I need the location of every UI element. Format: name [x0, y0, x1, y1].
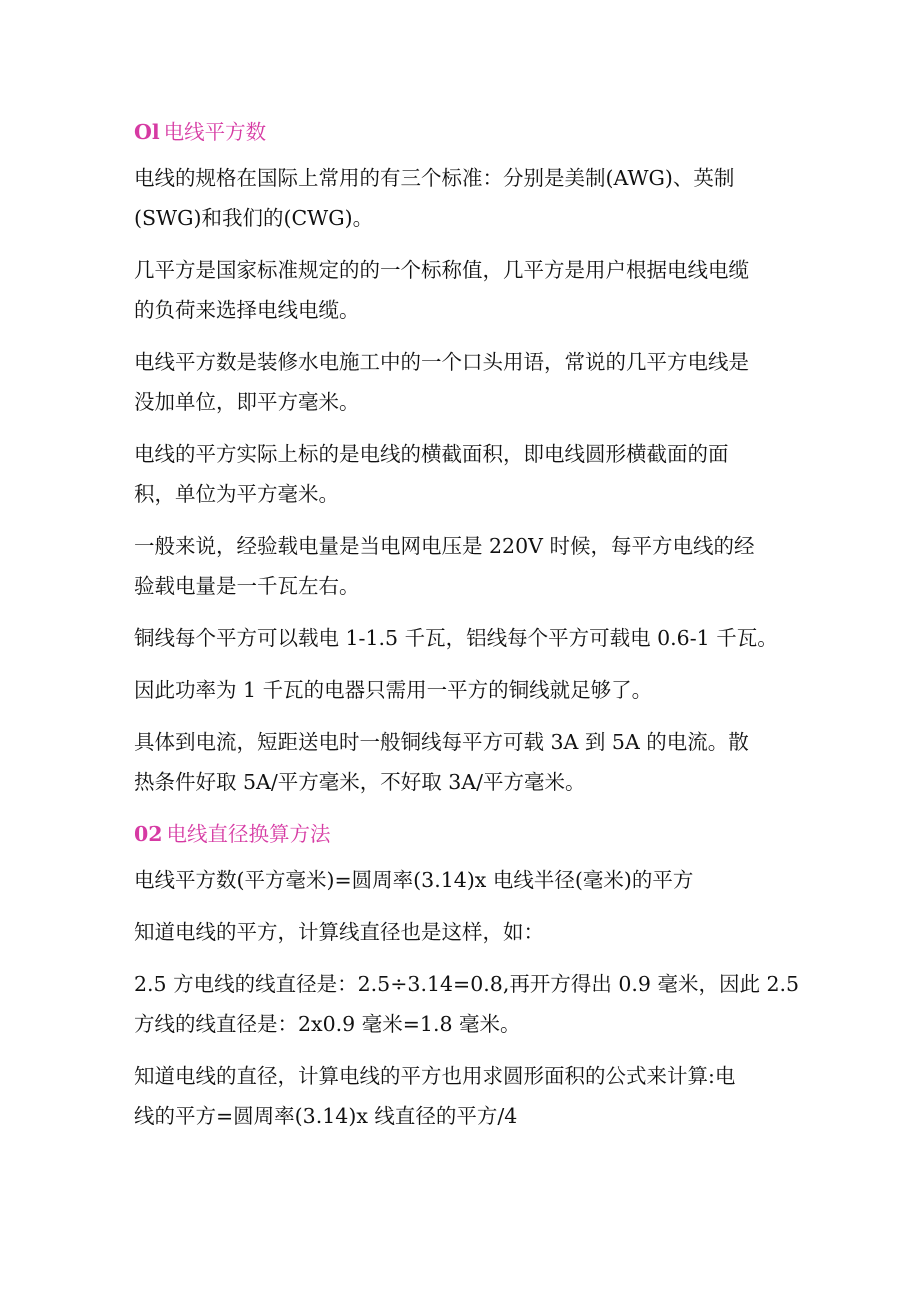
- paragraph: [134, 964, 800, 1044]
- section-title: 电线平方数: [163, 120, 267, 144]
- text-line: 具体到电流，短距送电时一般铜线每平方可载 3A 到 5A 的电流。散: [134, 730, 749, 754]
- paragraph: [134, 722, 794, 802]
- text-line: 知道电线的直径，计算电线的平方也用求圆形面积的公式来计算:电: [134, 1064, 736, 1088]
- text-line: 一般来说，经验载电量是当电网电压是 220V 时候，每平方电线的经: [134, 534, 755, 558]
- text-line: 2.5 方电线的线直径是：2.5÷3.14=0.8,再开方得出 0.9 毫米，因此 2.5: [134, 972, 800, 996]
- text-line: 因此功率为 1 千瓦的电器只需用一平方的铜线就足够了。: [134, 678, 653, 702]
- paragraph: [134, 912, 794, 952]
- text-line: 电线平方数(平方毫米)=圆周率(3.14)x 电线半径(毫米)的平方: [134, 868, 694, 892]
- text-line: 线的平方=圆周率(3.14)x 线直径的平方/4: [134, 1104, 518, 1128]
- section-heading-2: [134, 814, 794, 854]
- paragraph: [134, 158, 794, 238]
- text-line: 铜线每个平方可以载电 1-1.5 千瓦，铝线每个平方可载电 0.6-1 千瓦。: [134, 626, 778, 650]
- paragraph: [134, 342, 794, 422]
- paragraph: [134, 1056, 794, 1136]
- document-content: [134, 112, 800, 1148]
- text-line: (SWG)和我们的(CWG)。: [134, 206, 374, 230]
- section-heading-1: [134, 112, 794, 152]
- paragraph: [134, 670, 794, 710]
- paragraph: [134, 526, 794, 606]
- text-line: 没加单位，即平方毫米。: [134, 390, 360, 414]
- text-line: 热条件好取 5A/平方毫米，不好取 3A/平方毫米。: [134, 770, 586, 794]
- paragraph: [134, 618, 794, 658]
- paragraph: [134, 860, 794, 900]
- text-line: 几平方是国家标准规定的的一个标称值，几平方是用户根据电线电缆: [134, 258, 749, 282]
- text-line: 电线的平方实际上标的是电线的横截面积，即电线圆形横截面的面: [134, 442, 729, 466]
- text-line: 知道电线的平方，计算线直径也是这样，如：: [134, 920, 544, 944]
- text-line: 电线的规格在国际上常用的有三个标准：分别是美制(AWG)、英制: [134, 166, 735, 190]
- paragraph: [134, 250, 794, 330]
- section-number: Ol: [134, 120, 160, 144]
- section-title: 电线直径换算方法: [166, 822, 331, 846]
- text-line: 方线的线直径是：2x0.9 毫米=1.8 毫米。: [134, 1012, 521, 1036]
- text-line: 电线平方数是装修水电施工中的一个口头用语，常说的几平方电线是: [134, 350, 749, 374]
- section-number: 02: [134, 822, 163, 846]
- text-line: 验载电量是一千瓦左右。: [134, 574, 360, 598]
- text-line: 的负荷来选择电线电缆。: [134, 298, 360, 322]
- paragraph: [134, 434, 794, 514]
- text-line: 积，单位为平方毫米。: [134, 482, 339, 506]
